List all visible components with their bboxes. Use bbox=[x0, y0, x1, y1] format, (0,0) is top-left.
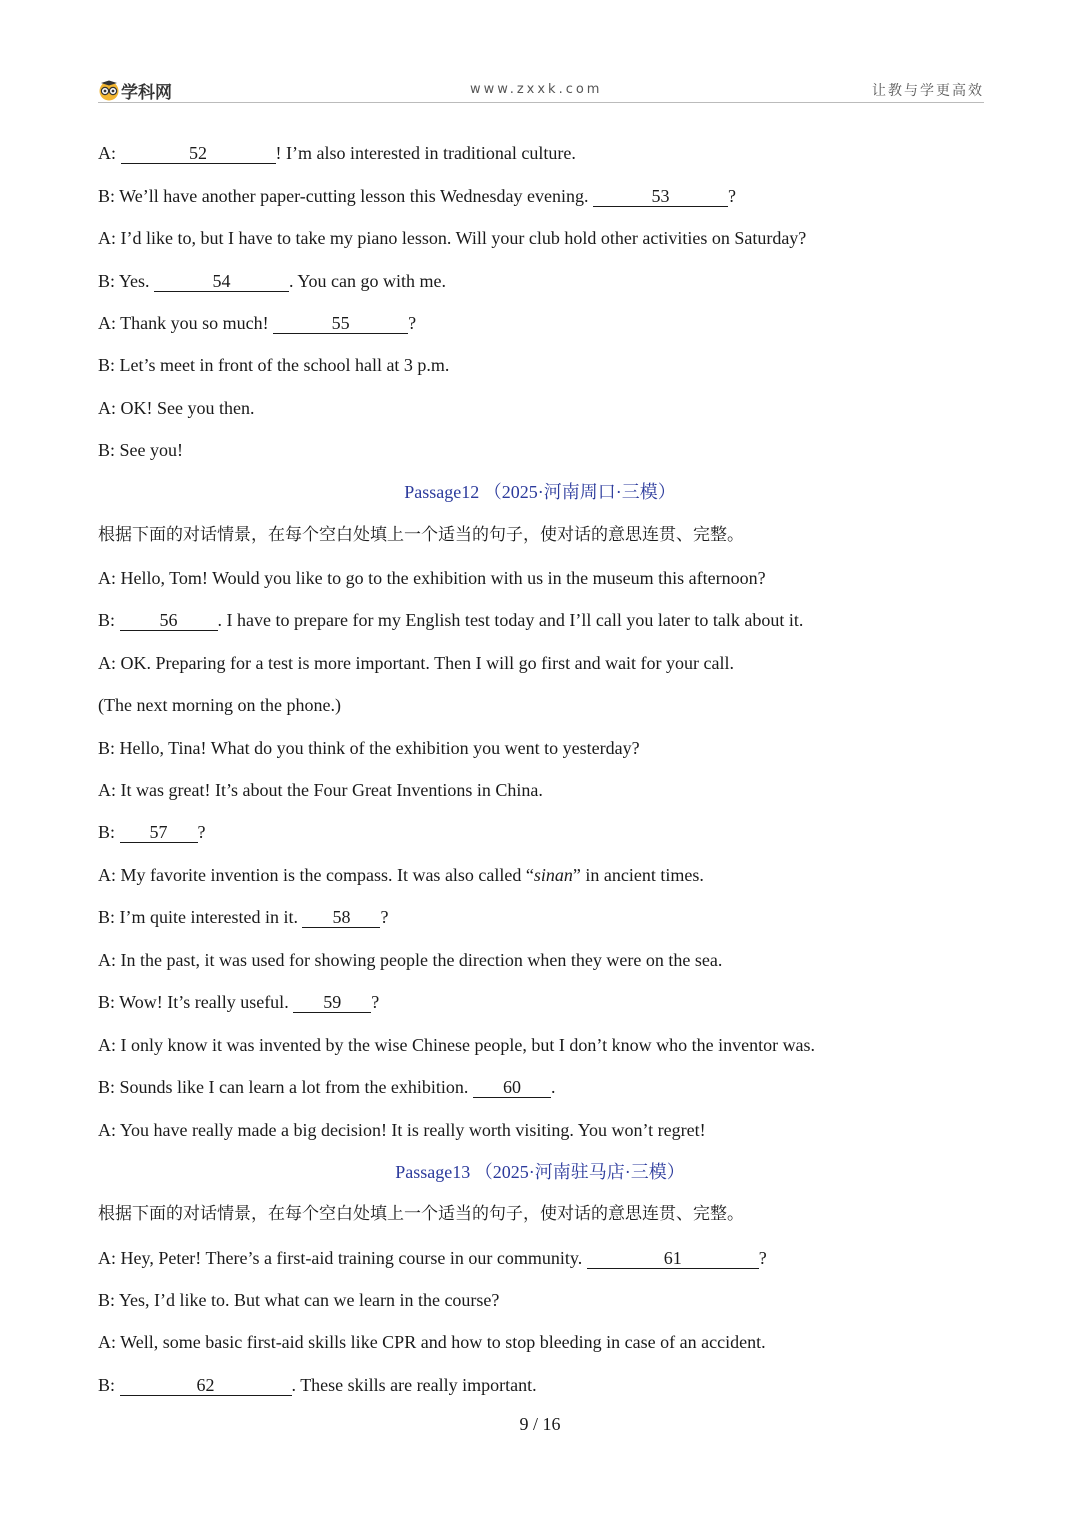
dialogue-line bbox=[98, 184, 736, 208]
logo-text: 学科网 bbox=[121, 82, 172, 103]
site-url[interactable]: www.zxxk.com bbox=[470, 82, 603, 97]
dialogue-text: B: I’m quite interested in it. bbox=[98, 907, 303, 927]
dialogue-text: ? bbox=[371, 992, 380, 1012]
answer-blank-55[interactable]: 55 bbox=[273, 313, 408, 334]
dialogue-text: B: bbox=[98, 610, 120, 630]
dialogue-text: B: Let’s meet in front of the school hall at 3 p.m. bbox=[98, 355, 450, 375]
dialogue-text: ” in ancient times. bbox=[572, 865, 704, 885]
dialogue-line bbox=[98, 1033, 815, 1057]
dialogue-line bbox=[98, 1075, 555, 1099]
dialogue-text: A: I only know it was invented by the wise Chinese people, but I don’t know who the inventor was. bbox=[98, 1035, 816, 1055]
dialogue-line bbox=[98, 820, 206, 844]
answer-blank-53[interactable]: 53 bbox=[593, 186, 728, 207]
dialogue-text: ! I’m also interested in traditional culture. bbox=[275, 143, 576, 163]
dialogue-text: B: We’ll have another paper-cutting lesson this Wednesday evening. bbox=[98, 186, 593, 206]
dialogue-text: B: Wow! It’s really useful. bbox=[98, 992, 294, 1012]
dialogue-text: ? bbox=[758, 1248, 767, 1268]
dialogue-text: B: bbox=[98, 822, 120, 842]
dialogue-line bbox=[98, 863, 704, 887]
dialogue-text: A: It was great! It’s about the Four Great Inventions in China. bbox=[98, 780, 543, 800]
dialogue-text: A: OK. Preparing for a test is more important. Then I will go first and wait for your call. bbox=[98, 653, 735, 673]
dialogue-text: B: Yes, I’d like to. But what can we learn in the course? bbox=[98, 1290, 500, 1310]
dialogue-line bbox=[98, 1118, 706, 1142]
dialogue-text: A: Hey, Peter! There’s a first-aid training course in our community. bbox=[98, 1248, 587, 1268]
dialogue-text: ? bbox=[408, 313, 417, 333]
page-header bbox=[98, 74, 984, 104]
dialogue-text: A: I’d like to, but I have to take my piano lesson. Will your club hold other activities on Saturday? bbox=[98, 228, 807, 248]
dialogue-text: A: In the past, it was used for showing people the direction when they were on the sea. bbox=[98, 950, 723, 970]
dialogue-text: . I have to prepare for my English test today and I’ll call you later to talk about it. bbox=[217, 610, 804, 630]
page-number: 9 / 16 bbox=[519, 1414, 561, 1434]
instruction-text: 根据下面的对话情景，在每个空白处填上一个适当的句子，使对话的意思连贯、完整。 bbox=[98, 1204, 744, 1224]
dialogue-text: B: bbox=[98, 1375, 120, 1395]
passage-title: Passage13 （2025·河南驻马店·三模） bbox=[395, 1162, 685, 1182]
dialogue-text: . You can go with me. bbox=[289, 271, 447, 291]
dialogue-text: A: Thank you so much! bbox=[98, 313, 274, 333]
dialogue-line bbox=[98, 651, 734, 675]
answer-blank-52[interactable]: 52 bbox=[121, 143, 276, 164]
dialogue-text: B: Hello, Tina! What do you think of the exhibition you went to yesterday? bbox=[98, 738, 640, 758]
dialogue-text: A: You have really made a big decision! It is really worth visiting. You won’t regret! bbox=[98, 1120, 706, 1140]
header-slogan: 让教与学更高效 bbox=[872, 83, 984, 99]
answer-blank-54[interactable]: 54 bbox=[154, 271, 289, 292]
dialogue-text: B: Sounds like I can learn a lot from the exhibition. bbox=[98, 1077, 473, 1097]
dialogue-line bbox=[98, 693, 341, 717]
dialogue-text: ? bbox=[197, 822, 206, 842]
italic-term: sinan bbox=[533, 865, 573, 885]
dialogue-line bbox=[98, 778, 543, 802]
dialogue-text: A: My favorite invention is the compass. It was also called “ bbox=[98, 865, 534, 885]
dialogue-text: A: bbox=[98, 143, 121, 163]
logo-owl-icon bbox=[98, 79, 120, 101]
dialogue-line bbox=[98, 396, 254, 420]
dialogue-text: B: Yes. bbox=[98, 271, 155, 291]
dialogue-line bbox=[98, 1246, 767, 1270]
dialogue-line bbox=[98, 438, 183, 462]
dialogue-line bbox=[98, 353, 449, 377]
dialogue-line bbox=[98, 269, 446, 293]
answer-blank-58[interactable]: 58 bbox=[302, 907, 380, 928]
dialogue-text: A: Hello, Tom! Would you like to go to the exhibition with us in the museum this afternoon? bbox=[98, 568, 766, 588]
answer-blank-61[interactable]: 61 bbox=[587, 1248, 759, 1269]
dialogue-text: B: See you! bbox=[98, 440, 183, 460]
logo[interactable] bbox=[98, 79, 172, 101]
answer-blank-60[interactable]: 60 bbox=[473, 1077, 551, 1098]
dialogue-text: ? bbox=[727, 186, 736, 206]
dialogue-text: ? bbox=[380, 907, 389, 927]
dialogue-line bbox=[98, 1330, 766, 1354]
dialogue-text: A: Well, some basic first-aid skills like CPR and how to stop bleeding in case of an accident. bbox=[98, 1332, 766, 1352]
instruction-text: 根据下面的对话情景，在每个空白处填上一个适当的句子，使对话的意思连贯、完整。 bbox=[98, 525, 744, 545]
dialogue-line bbox=[98, 948, 722, 972]
dialogue-line bbox=[98, 736, 640, 760]
dialogue-text: . These skills are really important. bbox=[291, 1375, 537, 1395]
answer-blank-59[interactable]: 59 bbox=[293, 992, 371, 1013]
dialogue-line bbox=[98, 905, 388, 929]
dialogue-line bbox=[98, 608, 803, 632]
header-divider bbox=[98, 102, 984, 103]
dialogue-text: A: OK! See you then. bbox=[98, 398, 255, 418]
answer-blank-57[interactable]: 57 bbox=[120, 822, 198, 843]
answer-blank-62[interactable]: 62 bbox=[120, 1375, 292, 1396]
dialogue-line bbox=[98, 1288, 499, 1312]
dialogue-line bbox=[98, 141, 576, 165]
dialogue-text: . bbox=[550, 1077, 556, 1097]
answer-blank-56[interactable]: 56 bbox=[120, 610, 218, 631]
dialogue-text: (The next morning on the phone.) bbox=[98, 695, 341, 715]
passage-title: Passage12 （2025·河南周口·三模） bbox=[404, 482, 676, 502]
dialogue-line bbox=[98, 226, 806, 250]
dialogue-line bbox=[98, 1373, 537, 1397]
dialogue-line bbox=[98, 990, 379, 1014]
dialogue-line bbox=[98, 566, 766, 590]
dialogue-line bbox=[98, 311, 416, 335]
